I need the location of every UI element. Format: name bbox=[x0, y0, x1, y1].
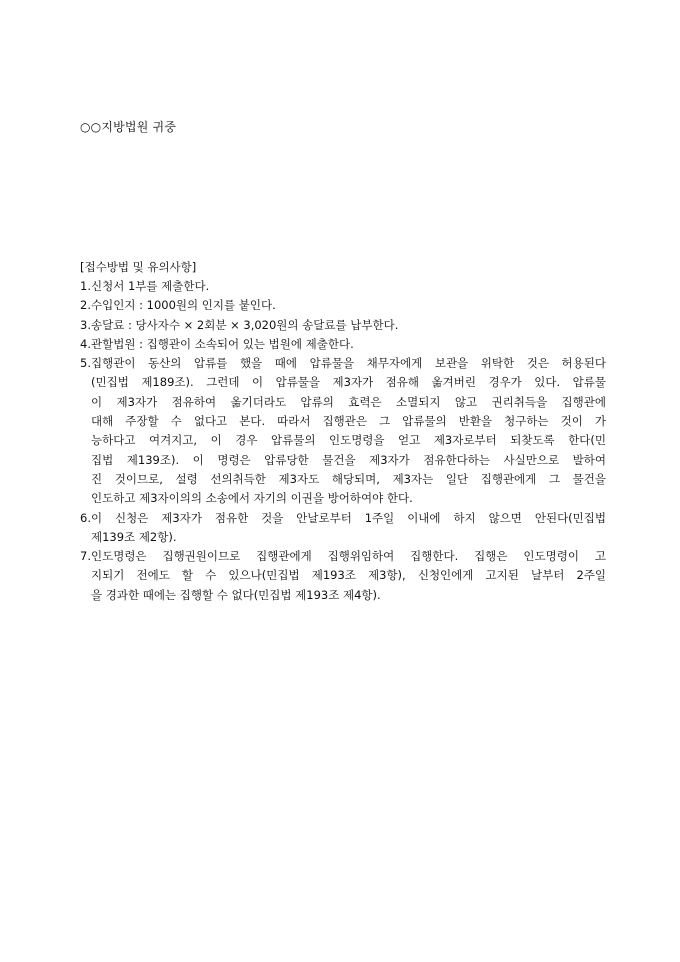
note-line: 관할법원 : 집행관이 소속되어 있는 법원에 제출한다. bbox=[91, 336, 354, 351]
note-item-4 bbox=[80, 335, 606, 354]
note-line: 이 신청은 제3자가 점유한 것을 안날로부터 1주일 이내에 하지 않으면 안된다(민집법 bbox=[91, 510, 606, 525]
note-number: 4. bbox=[80, 336, 91, 351]
note-text bbox=[91, 354, 606, 508]
note-line: 집행관이 동산의 압류를 했을 때에 압류물을 채무자에게 보관을 위탁한 것은 허용된다 bbox=[91, 356, 606, 371]
note-line: 능하다고 여겨지고, 이 경우 압류물의 인도명령을 얻고 제3자로부터 되찾도록 한다(민 bbox=[91, 433, 606, 448]
note-line: 인도명령은 집행권원이므로 집행관에게 집행위임하여 집행한다. 집행은 인도명령이 고 bbox=[91, 549, 606, 564]
note-line: 수입인지 : 1000원의 인지를 붙인다. bbox=[91, 298, 276, 313]
note-line: 송달료 : 당사자수 × 2회분 × 3,020원의 송달료를 납부한다. bbox=[91, 317, 399, 332]
note-number: 3. bbox=[80, 317, 91, 332]
note-item-3 bbox=[80, 316, 606, 335]
note-line: 대해 주장할 수 없다고 본다. 따라서 집행관은 그 압류물의 반환을 청구하는 것이 가 bbox=[91, 414, 606, 429]
note-line: 집법 제139조). 이 명령은 압류당한 물건을 제3자가 점유한다하는 사실만으로 발하여 bbox=[91, 452, 606, 467]
note-text bbox=[91, 335, 606, 354]
note-text bbox=[91, 509, 606, 548]
note-line: (민집법 제189조). 그런데 이 압류물을 제3자가 점유해 옮겨버린 경우가 있다. 압류물 bbox=[91, 375, 606, 390]
note-number: 5. bbox=[80, 356, 91, 371]
court-addressee: ○○지방법원 귀중 bbox=[80, 120, 177, 134]
note-text bbox=[91, 547, 606, 605]
note-item-5 bbox=[80, 354, 606, 508]
note-item-7 bbox=[80, 547, 606, 605]
filing-notes-section bbox=[80, 257, 606, 605]
note-text bbox=[91, 296, 606, 315]
note-line: 신청서 1부를 제출한다. bbox=[91, 279, 210, 293]
note-number: 6. bbox=[80, 510, 91, 525]
note-number: 1. bbox=[80, 279, 91, 293]
note-line: 지되기 전에도 할 수 있으나(민집법 제193조 제3항), 신청인에게 고지된 날부터 2주일 bbox=[91, 568, 606, 583]
note-line: 이 제3자가 점유하여 옮기더라도 압류의 효력은 소멸되지 않고 권리취득을 집행관에 bbox=[91, 394, 606, 409]
note-item-2 bbox=[80, 296, 606, 315]
note-line: 진 것이므로, 설령 선의취득한 제3자도 해당되며, 제3자는 일단 집행관에게 그 물건을 bbox=[91, 471, 606, 486]
note-item-6 bbox=[80, 509, 606, 548]
note-line: 인도하고 제3자이의의 소송에서 자기의 이권을 방어하여야 한다. bbox=[91, 491, 413, 506]
note-item-1 bbox=[80, 277, 606, 296]
note-text bbox=[91, 316, 606, 335]
filing-notes-title: [접수방법 및 유의사항] bbox=[80, 260, 197, 274]
note-line: 제139조 제2항). bbox=[91, 529, 177, 544]
note-line: 을 경과한 때에는 집행할 수 없다(민집법 제193조 제4항). bbox=[91, 587, 381, 602]
note-text bbox=[91, 277, 606, 296]
note-number: 7. bbox=[80, 549, 91, 564]
note-number: 2. bbox=[80, 298, 91, 313]
